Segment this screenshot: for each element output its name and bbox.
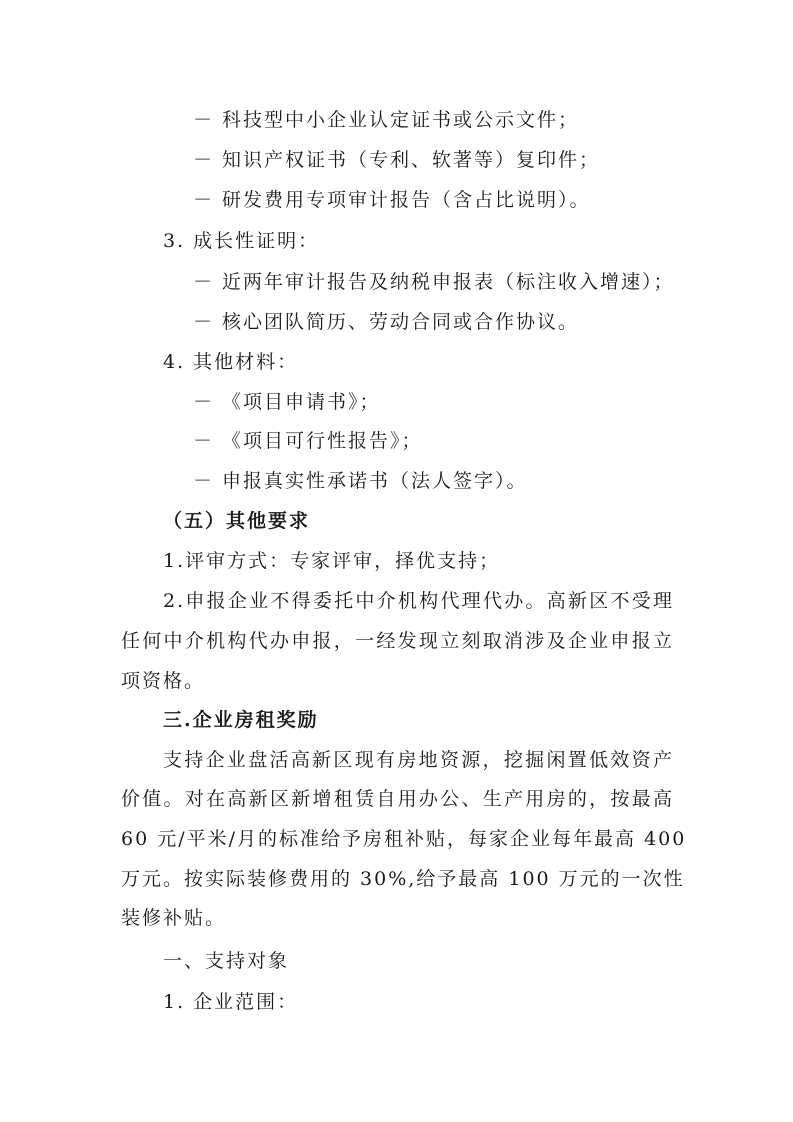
list-item-rd-audit: － 研发费用专项审计报告（含占比说明）。: [193, 189, 591, 211]
paragraph-no-agency-line2: 任何中介机构代办申报，一经发现立刻取消涉及企业申报立: [121, 630, 674, 652]
heading-support-target: 一、支持对象: [163, 950, 290, 972]
list-item-audit-tax: － 近两年审计报告及纳税申报表（标注收入增速）；: [193, 271, 675, 293]
paragraph-review-method: 1.评审方式：专家评审，择优支持；: [163, 550, 501, 572]
heading-other-requirements: （五）其他要求: [163, 510, 311, 532]
list-item-commitment: － 申报真实性承诺书（法人签字）。: [193, 470, 528, 492]
section-growth-proof: 3. 成长性证明：: [163, 230, 320, 252]
paragraph-no-agency-line3: 项资格。: [121, 670, 206, 692]
list-item-feasibility: － 《项目可行性报告》；: [193, 430, 423, 452]
paragraph-no-agency-line1: 2.申报企业不得委托中介机构代理代办。高新区不受理: [163, 590, 674, 612]
list-item-sme-certificate: － 科技型中小企业认定证书或公示文件；: [193, 109, 580, 131]
section-enterprise-scope: 1. 企业范围：: [163, 991, 299, 1013]
paragraph-rent-line5: 装修补贴。: [121, 907, 227, 929]
list-item-application: － 《项目申请书》；: [193, 391, 381, 413]
heading-rent-reward: 三.企业房租奖励: [163, 709, 319, 731]
list-item-team: － 核心团队简历、劳动合同或合作协议。: [193, 311, 580, 333]
paragraph-rent-line2: 价值。对在高新区新增租赁自用办公、生产用房的，按最高: [121, 788, 674, 810]
paragraph-rent-line3: 60 元/平米/月的标准给予房租补贴，每家企业每年最高 400: [121, 828, 687, 850]
list-item-ip-certificate: － 知识产权证书（专利、软著等）复印件；: [193, 149, 601, 171]
paragraph-rent-line1: 支持企业盘活高新区现有房地资源，挖掘闲置低效资产: [163, 749, 674, 771]
paragraph-rent-line4: 万元。按实际装修费用的 30%,给予最高 100 万元的一次性: [121, 868, 685, 890]
section-other-materials: 4. 其他材料：: [163, 351, 299, 373]
